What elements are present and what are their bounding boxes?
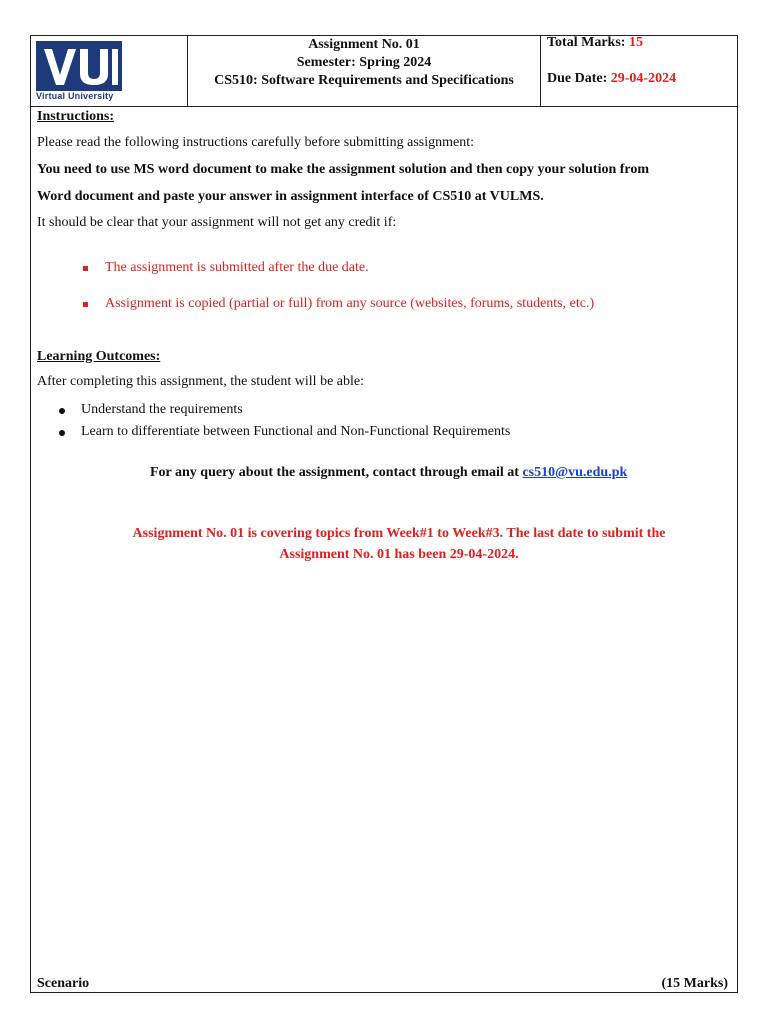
- course-title: CS510: Software Requirements and Specifications: [214, 73, 514, 88]
- outcome-text: Learn to differentiate between Functional and Non-Functional Requirements: [81, 424, 511, 439]
- due-date-value: 29-04-2024: [610, 71, 677, 86]
- learning-outcomes-intro: After completing this assignment, the student will be able:: [37, 374, 364, 389]
- outcome-text: Understand the requirements: [81, 402, 243, 417]
- instructions-intro: Please read the following instructions carefully before submitting assignment:: [37, 135, 475, 150]
- logo-caption: Virtual University: [36, 91, 114, 101]
- page-border: [30, 35, 738, 993]
- bullet-icon: [59, 430, 65, 436]
- learning-outcomes-heading: Learning Outcomes:: [37, 349, 161, 364]
- total-marks: [547, 35, 643, 51]
- assignment-number: Assignment No. 01: [308, 37, 420, 52]
- condition-text: The assignment is submitted after the due date.: [105, 260, 369, 275]
- assignment-title-cell: [188, 35, 541, 106]
- scenario-marks: (15 Marks): [661, 976, 728, 991]
- total-marks-value: 15: [628, 35, 643, 50]
- instructions-bold-line-1: You need to use MS word document to make the assignment solution and then copy your solution from: [37, 162, 650, 177]
- due-date: [547, 71, 676, 87]
- logo-cell: [30, 35, 188, 106]
- instructions-bold-line-2: Word document and paste your answer in assignment interface of CS510 at VULMS.: [37, 189, 544, 204]
- instructions-heading: Instructions:: [37, 109, 115, 124]
- notice-line-1: Assignment No. 01 is covering topics from Week#1 to Week#3. The last date to submit the: [132, 526, 666, 541]
- total-marks-label: Total Marks:: [547, 35, 629, 50]
- scenario-heading: Scenario: [37, 976, 90, 991]
- notice-line-2: Assignment No. 01 has been 29-04-2024.: [279, 547, 519, 562]
- condition-text: Assignment is copied (partial or full) from any source (websites, forums, students, etc.): [105, 296, 595, 311]
- bullet-icon: [59, 408, 65, 414]
- contact-email-link[interactable]: cs510@vu.edu.pk: [522, 465, 628, 480]
- semester: Semester: Spring 2024: [296, 55, 432, 70]
- due-date-label: Due Date:: [547, 71, 611, 86]
- contact-text: For any query about the assignment, contact through email at: [150, 465, 523, 480]
- square-bullet-icon: [83, 302, 88, 307]
- marks-date-cell: [541, 35, 737, 106]
- contact-line: [150, 465, 627, 481]
- vu-logo-icon: [36, 41, 122, 91]
- credit-condition-intro: It should be clear that your assignment will not get any credit if:: [37, 215, 397, 230]
- assignment-header: [30, 35, 738, 107]
- square-bullet-icon: [83, 266, 88, 271]
